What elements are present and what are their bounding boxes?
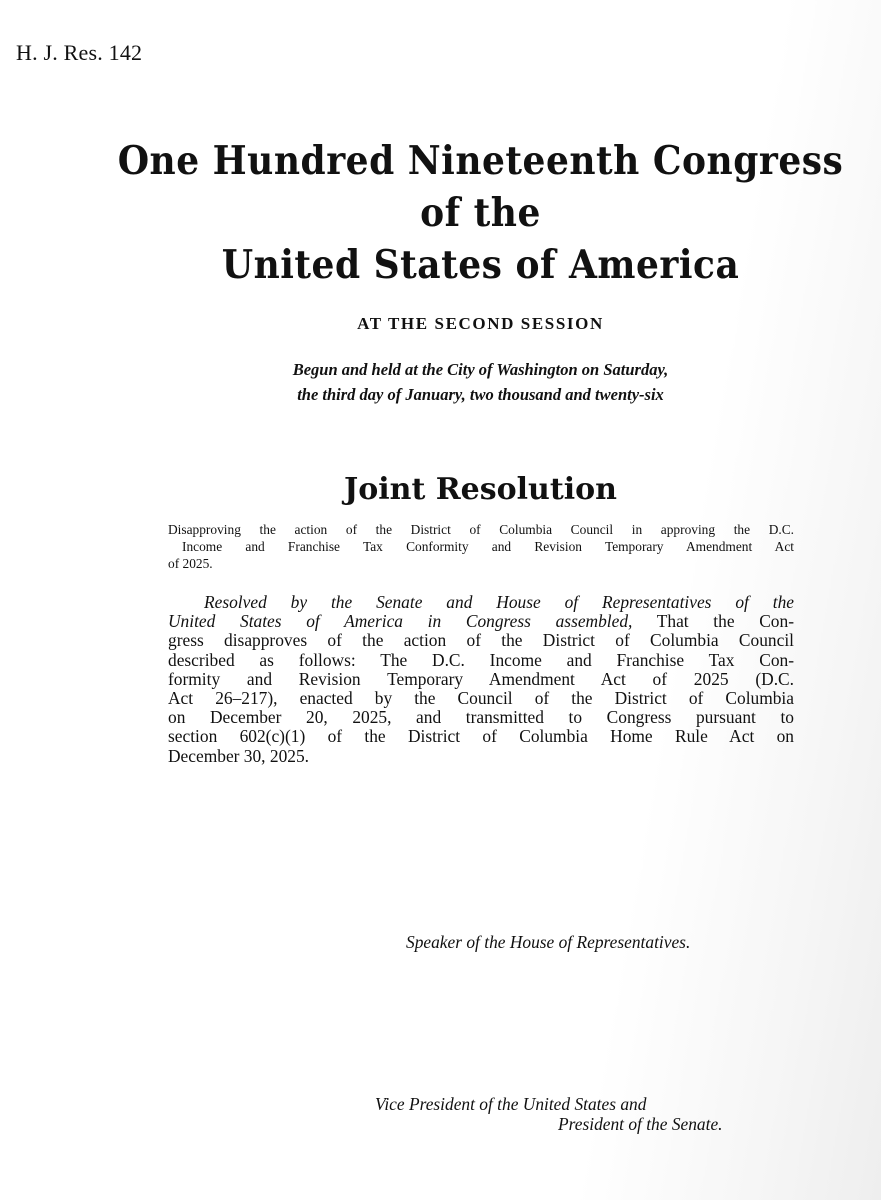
body-line8: section 602(c)(1) of the District of Columbia Home Rule Act on <box>168 727 794 747</box>
purpose-line1: Disapproving the action of the District of Columbia Council in approving the D.C. <box>168 522 794 537</box>
body-line9: December 30, 2025. <box>168 746 310 766</box>
enacting-clause-text2: United States of America in Congress assembled, <box>168 612 633 632</box>
joint-resolution-title: Joint Resolution <box>344 472 617 507</box>
senate-president-signature-label: President of the Senate. <box>558 1114 723 1134</box>
bill-number: H. J. Res. 142 <box>16 40 143 65</box>
purpose-line3: of 2025. <box>168 556 213 571</box>
body-line6: Act 26–217), enacted by the Council of the District of Columbia <box>168 689 794 709</box>
body-line3: gress disapproves of the action of the District of Columbia Council <box>168 631 794 651</box>
purpose-line2: Income and Franchise Tax Conformity and Revision Temporary Amendment Act <box>182 539 794 554</box>
resolution-body <box>168 593 794 766</box>
session-begun-line2: the third day of January, two thousand and twenty-six <box>297 385 664 404</box>
session-begun-line1: Begun and held at the City of Washington on Saturday, <box>292 360 669 379</box>
speaker-signature-label: Speaker of the House of Representatives. <box>406 932 691 952</box>
enacting-clause-text1: Resolved by the Senate and House of Representatives of the <box>204 593 794 612</box>
congress-heading-line2: of the <box>420 190 541 236</box>
body-line2 <box>168 612 794 631</box>
body-line4: described as follows: The D.C. Income and Franchise Tax Con- <box>168 650 794 670</box>
enacting-clause-line1 <box>168 593 794 612</box>
congress-heading-line3: United States of America <box>221 242 740 288</box>
session-heading: AT THE SECOND SESSION <box>357 314 604 333</box>
body-line7: on December 20, 2025, and transmitted to Congress pursuant to <box>168 708 794 728</box>
body-line2-rest: That the Con- <box>632 612 794 632</box>
vice-president-signature-label: Vice President of the United States and <box>375 1094 647 1114</box>
congress-heading-line1: One Hundred Nineteenth Congress <box>117 138 844 184</box>
purpose-statement <box>168 521 794 572</box>
body-line5: formity and Revision Temporary Amendment Act of 2025 (D.C. <box>168 669 794 689</box>
